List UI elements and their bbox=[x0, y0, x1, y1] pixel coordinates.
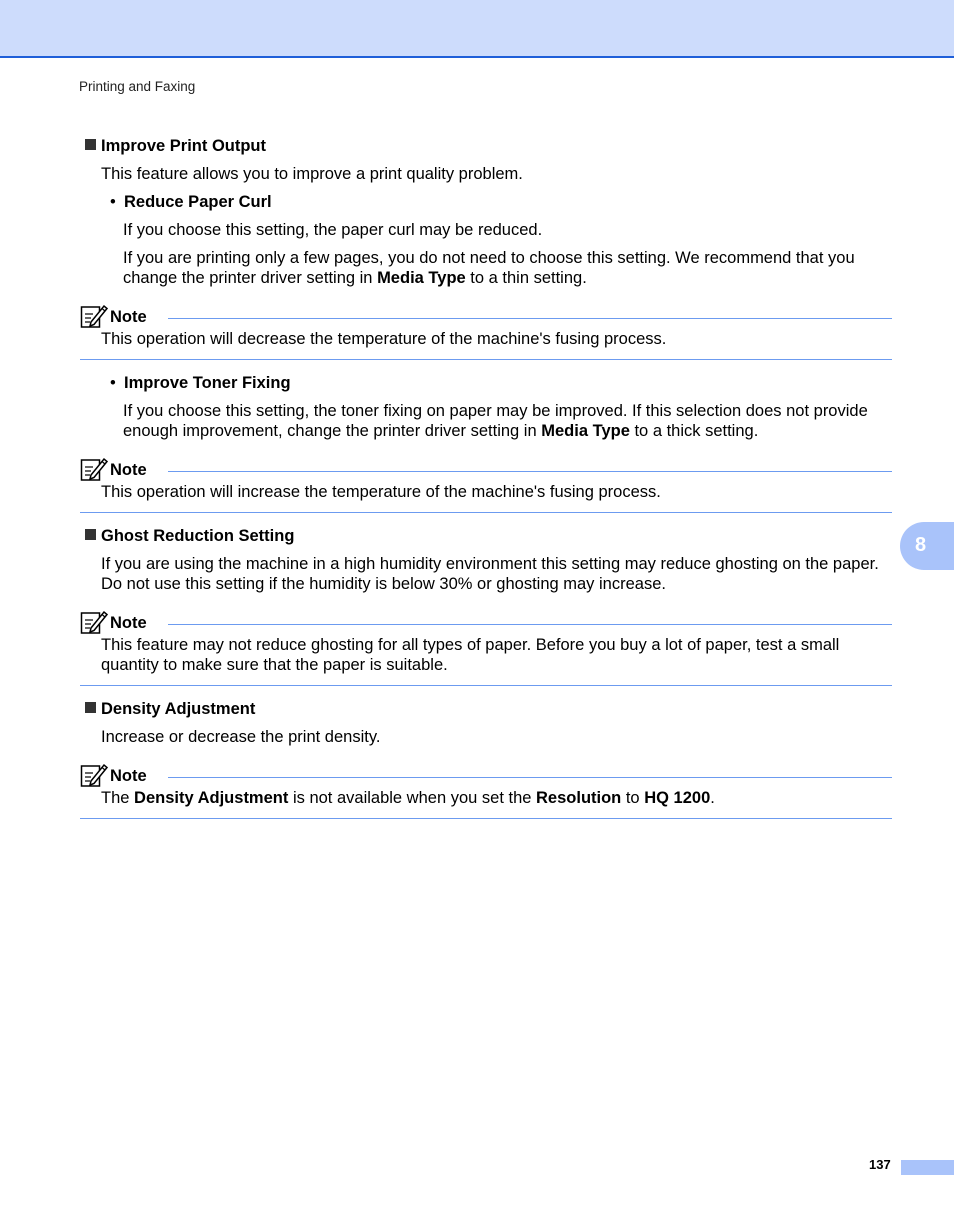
subitem-heading-improve-toner-fixing: • Improve Toner Fixing bbox=[110, 374, 291, 392]
note-text: This operation will increase the temperature of the machine's fusing process. bbox=[101, 483, 661, 501]
note-pencil-icon bbox=[80, 456, 108, 482]
note-label: Note bbox=[110, 461, 147, 479]
note-pencil-icon bbox=[80, 762, 108, 788]
note-rule bbox=[168, 777, 892, 778]
note-pencil-icon bbox=[80, 303, 108, 329]
paragraph: If you choose this setting, the paper curl may be reduced. bbox=[123, 221, 543, 239]
note-bottom-rule bbox=[80, 818, 892, 819]
paragraph: change the printer driver setting in Media Type to a thin setting. bbox=[123, 269, 587, 287]
square-bullet-icon bbox=[85, 702, 96, 713]
bullet-dot: • bbox=[110, 193, 116, 211]
note-bottom-rule bbox=[80, 512, 892, 513]
page-number-bar bbox=[901, 1160, 954, 1175]
note-label: Note bbox=[110, 308, 147, 326]
note-text: The Density Adjustment is not available when you set the Resolution to HQ 1200. bbox=[101, 789, 715, 807]
square-bullet-icon bbox=[85, 529, 96, 540]
note-text: quantity to make sure that the paper is suitable. bbox=[101, 656, 448, 674]
note-rule bbox=[168, 318, 892, 319]
section-heading-ghost-reduction-setting: Ghost Reduction Setting bbox=[85, 527, 294, 546]
paragraph: If you are using the machine in a high humidity environment this setting may reduce ghosting on the paper. bbox=[101, 555, 879, 573]
note-header bbox=[80, 303, 892, 331]
page-number: 137 bbox=[869, 1157, 891, 1172]
note-header bbox=[80, 456, 892, 484]
top-header-band bbox=[0, 0, 954, 58]
subitem-heading-reduce-paper-curl: • Reduce Paper Curl bbox=[110, 193, 272, 211]
section-intro: This feature allows you to improve a print quality problem. bbox=[101, 165, 523, 183]
note-text: This feature may not reduce ghosting for all types of paper. Before you buy a lot of paper, test a small bbox=[101, 636, 840, 654]
bullet-dot: • bbox=[110, 374, 116, 392]
section-heading-density-adjustment: Density Adjustment bbox=[85, 700, 255, 719]
note-rule bbox=[168, 471, 892, 472]
note-label: Note bbox=[110, 767, 147, 785]
note-bottom-rule bbox=[80, 359, 892, 360]
note-text: This operation will decrease the temperature of the machine's fusing process. bbox=[101, 330, 667, 348]
note-pencil-icon bbox=[80, 609, 108, 635]
paragraph: If you are printing only a few pages, you do not need to choose this setting. We recommend that you bbox=[123, 249, 855, 267]
section-intro: Increase or decrease the print density. bbox=[101, 728, 381, 746]
note-label: Note bbox=[110, 614, 147, 632]
section-heading-improve-print-output: Improve Print Output bbox=[85, 137, 266, 156]
paragraph: enough improvement, change the printer driver setting in Media Type to a thick setting. bbox=[123, 422, 759, 440]
note-bottom-rule bbox=[80, 685, 892, 686]
running-head: Printing and Faxing bbox=[79, 79, 196, 94]
note-header bbox=[80, 762, 892, 790]
square-bullet-icon bbox=[85, 139, 96, 150]
note-header bbox=[80, 609, 892, 637]
note-rule bbox=[168, 624, 892, 625]
paragraph: If you choose this setting, the toner fixing on paper may be improved. If this selection does not provide bbox=[123, 402, 868, 420]
paragraph: Do not use this setting if the humidity is below 30% or ghosting may increase. bbox=[101, 575, 666, 593]
chapter-tab: 8 bbox=[900, 522, 954, 570]
